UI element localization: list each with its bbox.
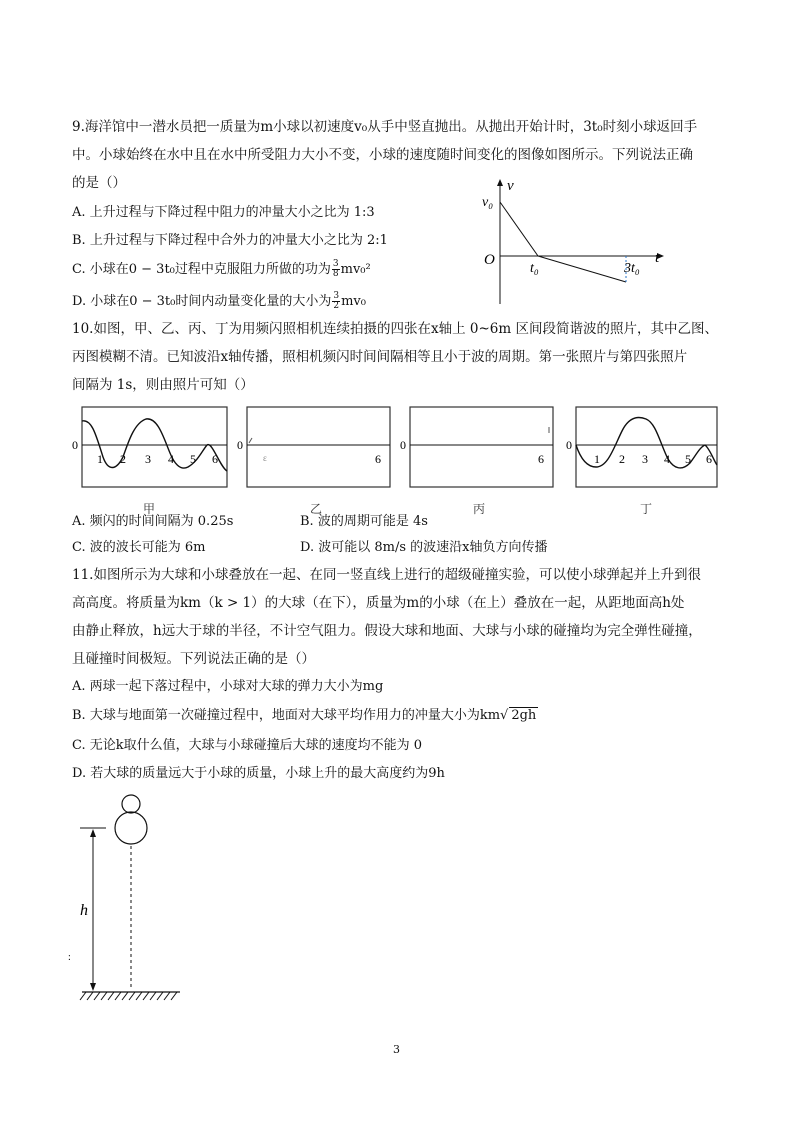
- q11-option-a: A. 两球一起下落过程中，小球对大球的弹力大小为mg: [72, 679, 384, 694]
- height-label: h: [80, 902, 88, 919]
- velocity-up-segment: [500, 202, 538, 256]
- panel-caption-jia: 甲: [143, 502, 156, 516]
- q11-line-4: 且碰撞时间极短。下列说法正确的是（）: [72, 651, 315, 667]
- tick-label: 1: [97, 452, 103, 466]
- q9-option-c: [72, 260, 371, 279]
- q11-ball-drop-figure: [60, 790, 200, 1005]
- q9-option-d-unit: mv₀: [341, 294, 366, 309]
- q9-option-c-text: C. 小球在0 − 3t₀过程中克服阻力所做的功为: [72, 262, 331, 277]
- q10-option-b: B. 波的周期可能是 4s: [300, 514, 428, 529]
- 3t0-label: 3t₀: [624, 261, 640, 276]
- q11-option-c: C. 无论k取什么值，大球与小球碰撞后大球的速度均不能为 0: [72, 738, 423, 753]
- panel-zero-label: 0: [400, 438, 406, 452]
- q9-line-3: 的是（）: [72, 175, 126, 191]
- tick-label: 4: [168, 452, 174, 466]
- height-arrow-bottom: [90, 983, 96, 991]
- tick-label: 3: [642, 452, 648, 466]
- q10-line-1: 10.如图，甲、乙、丙、丁为用频闪照相机连续拍摄的四张在x轴上 0~6m 区间段简谐波的照片，其中乙图、: [72, 321, 718, 337]
- q9-option-d-text: D. 小球在0 − 3t₀时间内动量变化量的大小为: [72, 294, 332, 309]
- q10-option-d: D. 波可能以 8m/s 的波速沿x轴负方向传播: [300, 540, 548, 555]
- tick-label: 2: [120, 452, 126, 466]
- tick-label: 5: [190, 452, 196, 466]
- tick-label: 5: [685, 452, 691, 466]
- big-ball: [115, 812, 147, 844]
- tick-label: 6: [212, 452, 218, 466]
- q9-option-a: A. 上升过程与下降过程中阻力的冲量大小之比为 1:3: [72, 205, 375, 220]
- tick-label: 2: [619, 452, 625, 466]
- wave-panel-yi: [235, 405, 395, 495]
- tick-label: 6: [706, 452, 712, 466]
- t-axis-label: t: [655, 250, 660, 266]
- q11-line-3: 由静止释放，h远大于球的半径，不计空气阻力。假设大球和地面、大球与小球的碰撞均为完全弹性碰撞，: [72, 623, 702, 639]
- q11-line-1: 11.如图所示为大球和小球叠放在一起、在同一竖直线上进行的超级碰撞实验，可以使小球弹起并上升到很: [72, 567, 701, 583]
- q9-option-c-unit: mv₀²: [340, 262, 371, 277]
- q10-line-2: 丙图模糊不清。已知波沿x轴传播，照相机频闪时间间隔相等且小于波的周期。第一张照片与第四张照片: [72, 349, 688, 365]
- q9-line-2: 中。小球始终在水中且在水中所受阻力大小不变，小球的速度随时间变化的图像如图所示。下列说法正确: [72, 147, 693, 163]
- margin-mark: :: [68, 952, 71, 963]
- q9-option-c-fraction: $\frac{3}{8}$: [332, 259, 339, 279]
- q9-vt-graph: [478, 176, 678, 310]
- tick-label: 6: [375, 452, 381, 466]
- wave-panel-jia: [70, 405, 240, 495]
- tick-label: 3: [145, 452, 151, 466]
- q11-option-b-text: B. 大球与地面第一次碰撞过程中，地面对大球平均作用力的冲量大小为km: [72, 708, 501, 723]
- tick-label: 1: [594, 452, 600, 466]
- q11-line-2: 高高度。将质量为km（k > 1）的大球（在下），质量为m的小球（在上）叠放在一起，从距地面高h处: [72, 595, 685, 611]
- q10-option-c: C. 波的波长可能为 6m: [72, 540, 206, 555]
- v0-label: v₀: [482, 195, 494, 210]
- v-axis-arrow: [497, 179, 503, 186]
- page-number: 3: [393, 1043, 400, 1056]
- q9-line-1: 9.海洋馆中一潜水员把一质量为m小球以初速度v₀从手中竖直抛出。从抛出开始计时，3t₀时刻小球返回手: [72, 119, 698, 135]
- panel-caption-yi: 乙: [310, 502, 323, 516]
- q9-option-d: [72, 292, 366, 311]
- q10-line-3: 间隔为 1s，则由照片可知（）: [72, 377, 254, 393]
- panel-caption-bing: 丙: [473, 502, 486, 516]
- q11-option-d: D. 若大球的质量远大于小球的质量，小球上升的最大高度约为9h: [72, 766, 445, 781]
- v-axis-label: v: [507, 178, 514, 194]
- panel-zero-label: 0: [72, 438, 78, 452]
- q11-option-b: B. 大球与地面第一次碰撞过程中，地面对大球平均作用力的冲量大小为km√ 2gh: [72, 708, 537, 723]
- panel-zero-label: 0: [566, 438, 572, 452]
- small-ball: [122, 795, 140, 813]
- tick-label: 4: [664, 452, 670, 466]
- q9-option-b: B. 上升过程与下降过程中合外力的冲量大小之比为 2:1: [72, 233, 388, 248]
- q11-option-b-sqrt: 2gh: [511, 708, 537, 723]
- height-arrow-top: [90, 829, 96, 837]
- origin-label: O: [484, 252, 495, 268]
- wave-panel-ding: [564, 405, 724, 495]
- panel-caption-ding: 丁: [640, 502, 653, 516]
- t0-label: t₀: [530, 261, 539, 276]
- velocity-down-segment: [538, 256, 626, 282]
- panel-zero-label: 0: [237, 438, 243, 452]
- tick-label: 6: [538, 452, 544, 466]
- q9-option-d-fraction: $\frac{3}{2}$: [333, 291, 340, 311]
- blurred-mark: ɛ: [263, 453, 267, 463]
- ground-hatch: [80, 992, 177, 1000]
- wave-panel-bing: [398, 405, 558, 495]
- q10-option-a: A. 频闪的时间间隔为 0.25s: [72, 514, 234, 529]
